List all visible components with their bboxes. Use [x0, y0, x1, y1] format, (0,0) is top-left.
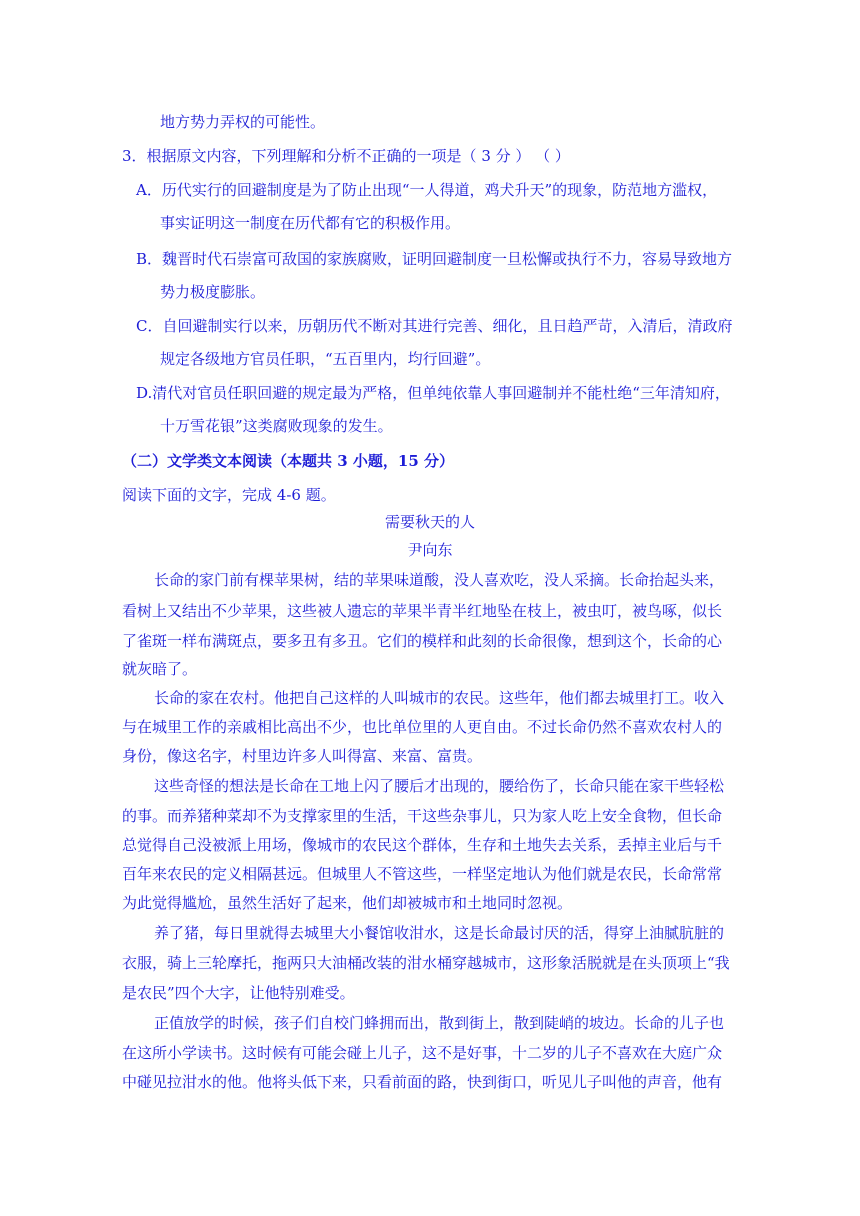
paragraph-2-line-1: 长命的家在农村。他把自己这样的人叫城市的农民。这些年，他们都去城里打工。收入: [154, 689, 725, 707]
option-a-line-2: 事实证明这一制度在历代都有它的积极作用。: [160, 214, 461, 232]
paragraph-1-line-3: 了雀斑一样布满斑点，要多丑有多丑。它们的模样和此刻的长命很像，想到这个，长命的心: [122, 632, 723, 650]
option-b-line-1: B．魏晋时代石崇富可敌国的家族腐败，证明回避制度一旦松懈或执行不力，容易导致地方: [136, 250, 733, 268]
paragraph-5-line-3: 中碰见拉泔水的他。他将头低下来，只看前面的路，快到街口，听见儿子叫他的声音，他有: [122, 1073, 723, 1091]
question-3-stem: 3．根据原文内容，下列理解和分析不正确的一项是（ 3 分 ） （ ）: [122, 147, 570, 165]
paragraph-3-line-3: 总觉得自己没被派上用场，像城市的农民这个群体，生存和土地失去关系，丢掉主业后与千: [122, 836, 723, 854]
paragraph-3-line-2: 的事。而养猪种菜却不为支撑家里的生活，干这些杂事儿，只为家人吃上安全食物，但长命: [122, 807, 723, 825]
story-author: 尹向东: [407, 541, 453, 559]
paragraph-1-line-1: 长命的家门前有棵苹果树，结的苹果味道酸，没人喜欢吃，没人采摘。长命抬起头来，: [154, 571, 725, 589]
paragraph-5-line-2: 在这所小学读书。这时候有可能会碰上儿子，这不是好事，十二岁的儿子不喜欢在大庭广众: [122, 1044, 723, 1062]
story-title: 需要秋天的人: [384, 513, 475, 531]
paragraph-5-line-1: 正值放学的时候，孩子们自校门蜂拥而出，散到街上，散到陡峭的坡边。长命的儿子也: [154, 1014, 725, 1032]
reading-instruction: 阅读下面的文字，完成 4-6 题。: [122, 486, 336, 504]
paragraph-2-line-3: 身份，像这名字，村里边许多人叫得富、来富、富贵。: [122, 747, 483, 765]
intro-tail-text: 地方势力弄权的可能性。: [160, 113, 326, 131]
paragraph-3-line-5: 为此觉得尴尬，虽然生活好了起来，他们却被城市和土地同时忽视。: [122, 894, 573, 912]
paragraph-1-line-4: 就灰暗了。: [122, 660, 198, 678]
paragraph-1-line-2: 看树上又结出不少苹果，这些被人遗忘的苹果半青半红地坠在枝上，被虫叮，被鸟啄，似长: [122, 602, 723, 620]
paragraph-4-line-1: 养了猪，每日里就得去城里大小餐馆收泔水，这是长命最讨厌的活，得穿上油腻肮脏的: [154, 924, 725, 942]
option-c-line-2: 规定各级地方官员任职，“五百里内，均行回避”。: [160, 350, 491, 368]
option-d-line-2: 十万雪花银”这类腐败现象的发生。: [160, 417, 393, 435]
option-c-line-1: C．自回避制实行以来，历朝历代不断对其进行完善、细化，且日趋严苛，入清后，清政府: [136, 317, 733, 335]
paragraph-4-line-3: 是农民”四个大字，让他特别难受。: [122, 984, 355, 1002]
option-a-line-1: A．历代实行的回避制度是为了防止出现“一人得道，鸡犬升天”的现象，防范地方滥权，: [136, 181, 718, 199]
paragraph-3-line-4: 百年来农民的定义相隔甚远。但城里人不管这些，一样坚定地认为他们就是农民，长命常常: [122, 865, 723, 883]
option-d-line-1: D.清代对官员任职回避的规定最为严格，但单纯依靠人事回避制并不能杜绝“三年清知府，: [136, 384, 730, 402]
section-heading: （二）文学类文本阅读（本题共 3 小题，15 分）: [122, 452, 454, 470]
paragraph-3-line-1: 这些奇怪的想法是长命在工地上闪了腰后才出现的，腰给伤了，长命只能在家干些轻松: [154, 777, 725, 795]
paragraph-4-line-2: 衣服，骑上三轮摩托，拖两只大油桶改装的泔水桶穿越城市，这形象活脱就是在头顶项上“我: [122, 954, 730, 972]
option-b-line-2: 势力极度膨胀。: [160, 283, 266, 301]
paragraph-2-line-2: 与在城里工作的亲戚相比高出不少，也比单位里的人更自由。不过长命仍然不喜欢农村人的: [122, 718, 723, 736]
